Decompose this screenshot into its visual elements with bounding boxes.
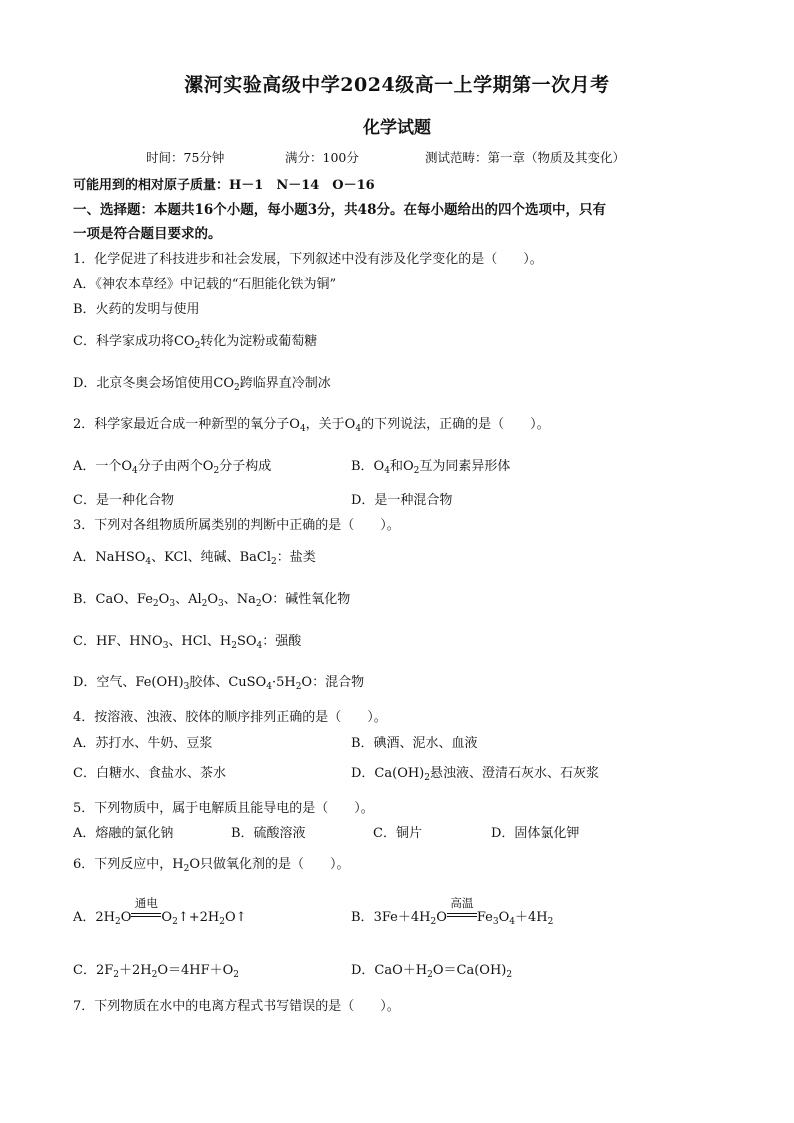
q1-stem: 1．化学促进了科技进步和社会发展，下列叙述中没有涉及化学变化的是（ ）。 xyxy=(73,252,543,267)
q6-stem: 6．下列反应中，$H_2O$只做氧化剂的是（ ）。 xyxy=(73,857,350,874)
reaction-condition-high-temperature: 高温 xyxy=(447,910,477,925)
q5-stem: 5．下列物质中，属于电解质且能导电的是（ ）。 xyxy=(73,801,374,816)
atomic-masses: 可能用到的相对原子质量：H－1 N－14 O－16 xyxy=(73,178,375,193)
q1-option-a: A．《神农本草经》中记载的“石胆能化铁为铜” xyxy=(73,277,337,292)
q1-option-d: D．北京冬奥会场馆使用$CO_2$跨临界直冷制冰 xyxy=(73,376,331,393)
q6-option-c: C．$2F_2+2H_2O=4HF+O_2$ xyxy=(73,963,240,980)
q2-option-d: D．是一种混合物 xyxy=(351,493,453,508)
q5-option-c: C．铜片 xyxy=(373,826,422,841)
exam-time: 时间：75分钟 xyxy=(146,150,225,165)
q2-stem: 2．科学家最近合成一种新型的氧分子$O_4$，关于$O_4$的下列说法，正确的是（ ）。 xyxy=(73,417,550,434)
q4-option-b: B．碘酒、泥水、血液 xyxy=(351,736,478,751)
q5-option-b: B．硫酸溶液 xyxy=(231,826,306,841)
q6-option-b: B．$3Fe+4H_2O$ 高温 $Fe_3O_4+4H_2$ xyxy=(351,896,554,927)
q3-option-a: A．NaHSO$_4$、KCl、纯碱、BaCl$_2$：盐类 xyxy=(73,550,316,567)
q3-option-d: D．空气、$Fe(OH)_3$胶体、$CuSO_4\cdot 5H_2O$：混合物 xyxy=(73,675,365,692)
q5-option-d: D．固体氯化钾 xyxy=(491,826,580,841)
q3-option-c: C．HF、$HNO_3$、HCl、$H_2SO_4$：强酸 xyxy=(73,634,302,651)
q4-option-d: D．$Ca(OH)_2$悬浊液、澄清石灰水、石灰浆 xyxy=(351,766,600,783)
exam-title: 漯河实验高级中学2024级高一上学期第一次月考 xyxy=(184,74,610,96)
q6-option-d: D．$CaO+H_2O=Ca(OH)_2$ xyxy=(351,963,513,980)
reaction-condition-electrolysis: 通电 xyxy=(131,910,161,925)
q2-option-b: B．$O_4$和$O_2$互为同素异形体 xyxy=(351,459,511,476)
q3-option-b: B．CaO、$Fe_2O_3$、$Al_2O_3$、$Na_2O$：碱性氧化物 xyxy=(73,592,351,609)
q6-option-a: A．$2H_2O$ 通电 $O_2↑+2H_2O↑$ xyxy=(73,896,247,927)
q1-option-c: C．科学家成功将$CO_2$转化为淀粉或葡萄糖 xyxy=(73,334,318,351)
q4-option-c: C．白糖水、食盐水、茶水 xyxy=(73,766,226,781)
q1-option-b: B．火药的发明与使用 xyxy=(73,302,200,317)
section-instructions-line2: 一项是符合题目要求的。 xyxy=(73,226,222,242)
q3-stem: 3．下列对各组物质所属类别的判断中正确的是（ ）。 xyxy=(73,518,400,533)
q7-stem: 7．下列物质在水中的电离方程式书写错误的是（ ）。 xyxy=(73,999,400,1014)
q4-option-a: A．苏打水、牛奶、豆浆 xyxy=(73,736,213,751)
q2-option-c: C．是一种化合物 xyxy=(73,493,174,508)
exam-subtitle: 化学试题 xyxy=(363,118,431,138)
q2-option-a: A．一个$O_4$分子由两个$O_2$分子构成 xyxy=(73,459,272,476)
exam-scope: 测试范畴：第一章（物质及其变化） xyxy=(425,150,626,165)
q4-stem: 4．按溶液、浊液、胶体的顺序排列正确的是（ ）。 xyxy=(73,710,387,725)
section-instructions-line1: 一、选择题：本题共16个小题，每小题3分，共48分。在每小题给出的四个选项中，只有 xyxy=(73,202,606,218)
exam-score: 满分：100分 xyxy=(285,150,359,165)
q5-option-a: A．熔融的氯化钠 xyxy=(73,826,174,841)
